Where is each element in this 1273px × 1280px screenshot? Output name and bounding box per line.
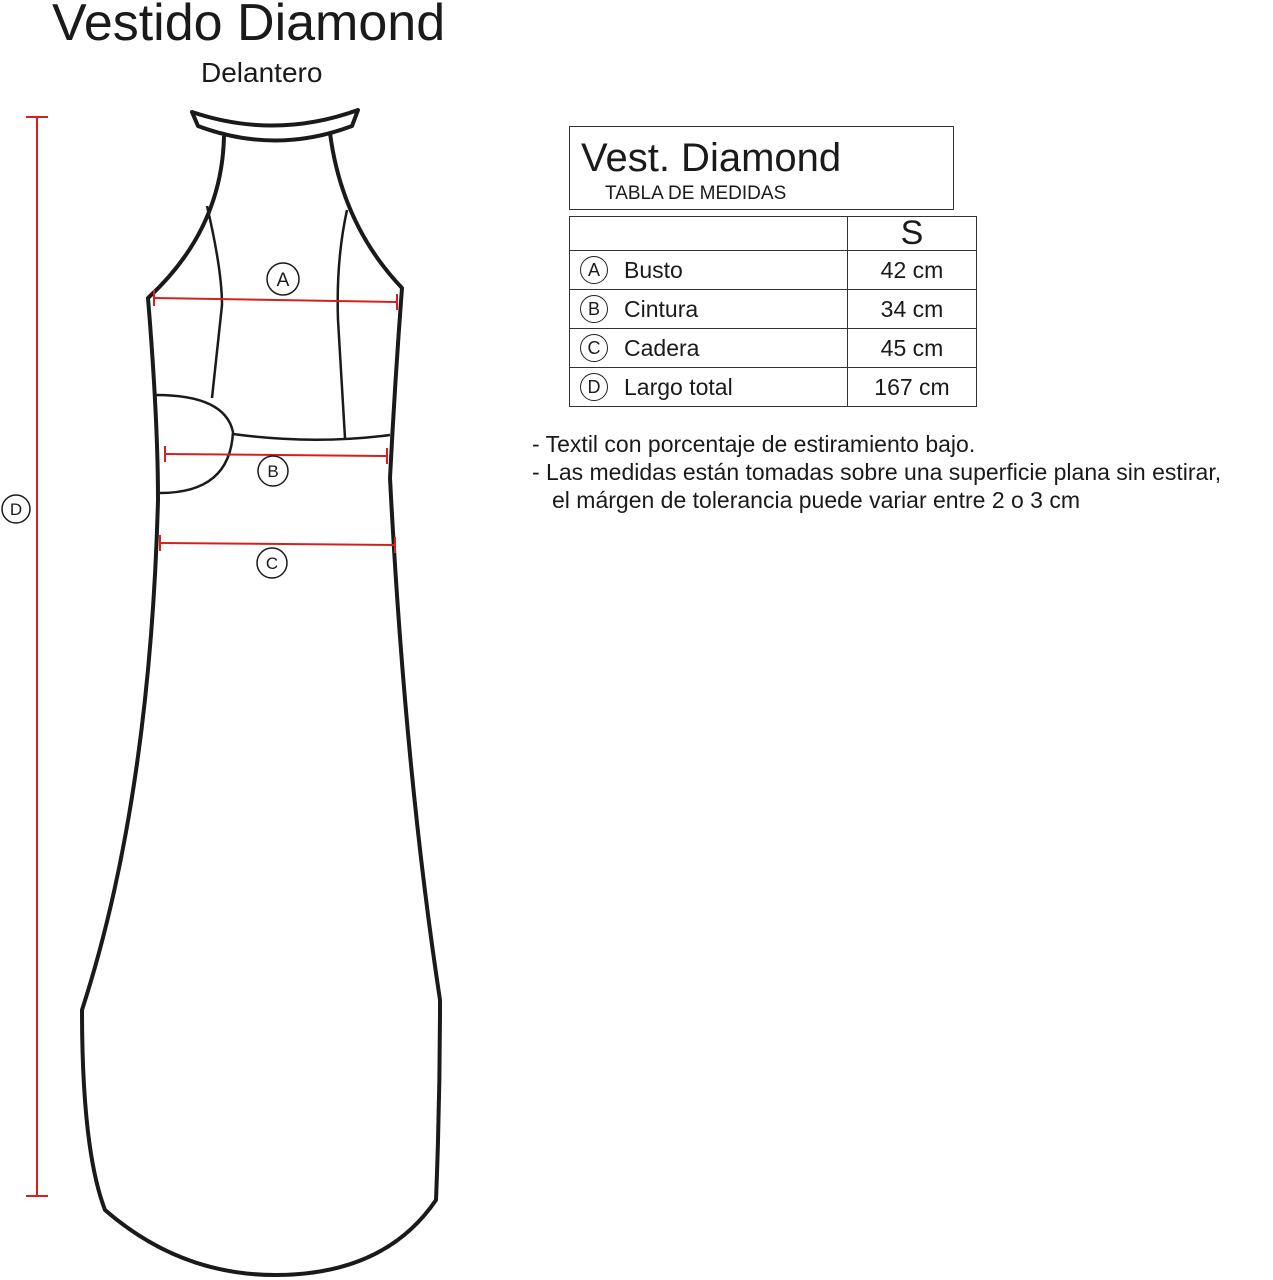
label-marker-d	[2, 495, 30, 523]
size-table-header	[569, 126, 954, 210]
note-line: el márgen de tolerancia puede variar entre 2 o 3 cm	[552, 487, 1081, 513]
bodice-seam-left	[207, 206, 222, 398]
table-row	[570, 329, 977, 368]
table-row	[570, 368, 977, 407]
row-marker: A	[580, 256, 608, 284]
bodice-seam-right	[338, 210, 347, 438]
size-table-subtitle: TABLA DE MEDIDAS	[605, 183, 787, 204]
size-table-title: Vest. Diamond	[581, 136, 842, 180]
waist-seam	[233, 434, 390, 440]
row-label: Busto	[624, 256, 683, 283]
page-title: Vestido Diamond	[52, 0, 446, 52]
table-row	[570, 290, 977, 329]
waist-cutout	[156, 395, 233, 493]
view-subtitle: Delantero	[201, 57, 323, 88]
notes	[532, 430, 1221, 514]
label-marker-c	[257, 548, 287, 578]
row-label: Largo total	[624, 373, 733, 400]
row-marker: D	[580, 373, 608, 401]
label-b-text: B	[267, 462, 279, 481]
label-d-text: D	[9, 500, 23, 519]
row-value: 42 cm	[848, 251, 977, 290]
row-label: Cintura	[624, 295, 699, 322]
row-label: Cadera	[624, 334, 700, 361]
measure-line-d	[26, 117, 48, 1196]
empty-header-cell	[570, 217, 848, 251]
size-column-header: S	[848, 217, 977, 251]
row-value: 167 cm	[848, 368, 977, 407]
table-row	[570, 251, 977, 290]
dress-collar	[192, 110, 358, 141]
note-line: - Textil con porcentaje de estiramiento bajo.	[532, 431, 976, 457]
size-header-row	[570, 217, 977, 251]
label-c-text: C	[265, 554, 279, 573]
row-value: 34 cm	[848, 290, 977, 329]
label-marker-a	[267, 263, 299, 295]
row-marker: B	[580, 295, 608, 323]
label-a-text: A	[276, 270, 290, 291]
dress-outline	[82, 133, 440, 1275]
label-marker-b	[258, 456, 288, 486]
row-value: 45 cm	[848, 329, 977, 368]
row-marker: C	[580, 334, 608, 362]
size-table	[569, 216, 977, 407]
note-line: - Las medidas están tomadas sobre una superficie plana sin estirar,	[532, 459, 1222, 485]
